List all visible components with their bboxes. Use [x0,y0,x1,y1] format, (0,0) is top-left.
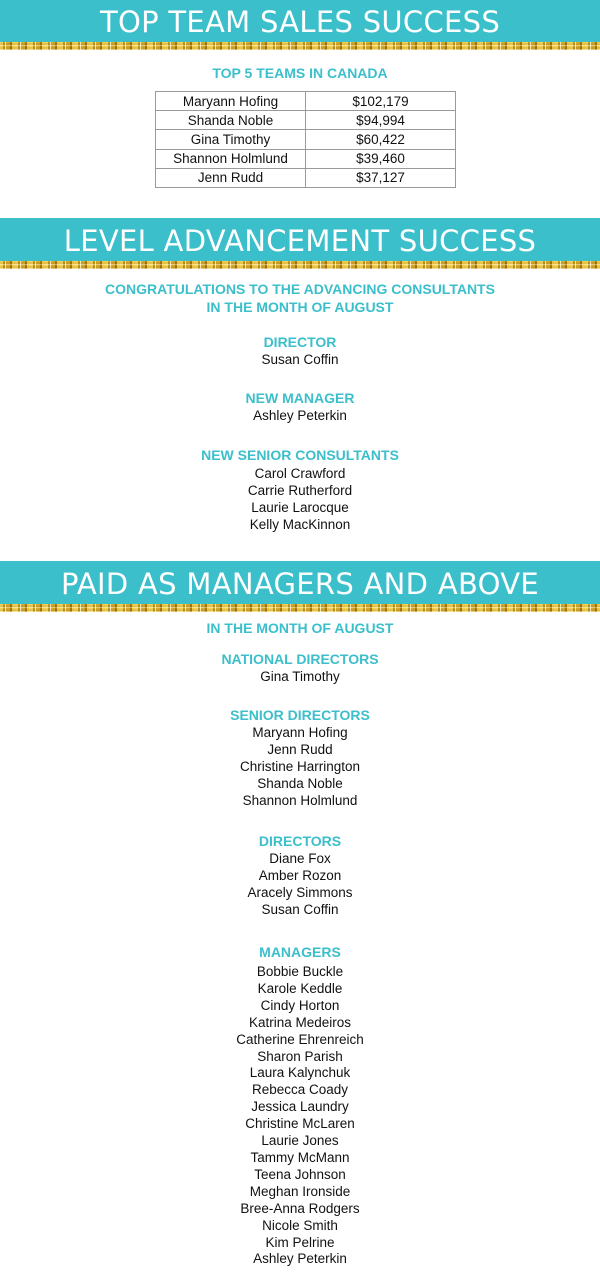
team-sales-cell: $37,127 [306,168,456,187]
team-sales-cell: $94,994 [306,111,456,130]
list-item: Karole Keddle [257,980,343,996]
gold-glitter-divider [0,42,600,50]
team-name-cell: Shannon Holmlund [156,149,306,168]
list-item: Laura Kalynchuk [249,1065,351,1081]
list-item: Kelly MacKinnon [249,516,351,532]
top-team-banner [0,0,600,50]
list-item: Laurie Jones [261,1133,339,1149]
team-sales-cell: $60,422 [306,130,456,149]
director-names [0,352,600,369]
new-senior-heading: NEW SENIOR CONSULTANTS [201,447,399,463]
list-item: Amber Rozon [258,867,342,883]
list-item: Nicole Smith [262,1217,338,1233]
list-item: Bobbie Buckle [256,964,344,979]
list-item: Sharon Parish [257,1048,343,1064]
team-sales-cell: $102,179 [306,92,456,111]
list-item: Laurie Larocque [251,499,349,515]
list-item: Cindy Horton [260,997,340,1013]
list-item: Bree-Anna Rodgers [240,1200,360,1216]
list-item: Carol Crawford [254,466,346,481]
list-item: Tammy McMann [250,1149,350,1165]
team-name-cell: Shanda Noble [156,111,306,130]
list-item: Carrie Rutherford [247,482,353,498]
new-senior-names [0,466,600,534]
list-item: Shannon Holmlund [242,792,358,808]
list-item: Jenn Rudd [267,741,333,757]
top-teams-table [155,91,456,188]
list-item: Kim Pelrine [265,1234,335,1250]
list-item: Christine Harrington [239,758,361,774]
list-item: Maryann Hofing [252,725,348,740]
national-directors-heading: NATIONAL DIRECTORS [221,651,379,667]
list-item: Ashley Peterkin [253,1251,347,1267]
list-item: Katrina Medeiros [248,1014,352,1030]
managers-names [0,964,600,1268]
top-teams-heading: TOP 5 TEAMS IN CANADA [212,65,388,81]
advancement-intro-line2: IN THE MONTH OF AUGUST [206,299,394,315]
list-item: Meghan Ironside [249,1183,351,1199]
list-item: Shanda Noble [257,775,343,791]
directors-names [0,851,600,919]
banner-title: LEVEL ADVANCEMENT SUCCESS [0,218,600,261]
advancement-intro-line1: CONGRATULATIONS TO THE ADVANCING CONSULTANTS [105,281,495,297]
level-advancement-banner [0,218,600,269]
table-row [156,111,456,130]
list-item: Christine McLaren [245,1116,355,1132]
list-item: Jessica Laundry [251,1099,349,1115]
senior-directors-names [0,725,600,810]
gold-glitter-divider [0,261,600,269]
table-row [156,168,456,187]
list-item: Gina Timothy [260,669,340,684]
team-sales-cell: $39,460 [306,149,456,168]
list-item: Aracely Simmons [247,884,353,900]
banner-title: PAID AS MANAGERS AND ABOVE [0,561,600,604]
team-name-cell: Gina Timothy [156,130,306,149]
directors-heading: DIRECTORS [258,833,342,849]
new-manager-names [0,408,600,425]
national-directors-names [0,669,600,686]
paid-as-managers-banner [0,561,600,612]
list-item: Rebecca Coady [251,1082,349,1098]
banner-title: TOP TEAM SALES SUCCESS [0,0,600,42]
list-item: Teena Johnson [254,1166,346,1182]
table-row [156,92,456,111]
list-item: Diane Fox [269,851,331,866]
list-item: Susan Coffin [261,901,339,917]
team-name-cell: Jenn Rudd [156,168,306,187]
gold-glitter-divider [0,604,600,612]
director-heading: DIRECTOR [263,334,337,350]
team-name-cell: Maryann Hofing [156,92,306,111]
list-item: Ashley Peterkin [253,408,347,423]
senior-directors-heading: SENIOR DIRECTORS [230,707,370,723]
paid-as-intro: IN THE MONTH OF AUGUST [206,620,394,636]
list-item: Catherine Ehrenreich [236,1031,364,1047]
table-row [156,149,456,168]
table-row [156,130,456,149]
list-item: Susan Coffin [261,352,339,367]
new-manager-heading: NEW MANAGER [245,390,355,406]
managers-heading: MANAGERS [259,944,341,960]
